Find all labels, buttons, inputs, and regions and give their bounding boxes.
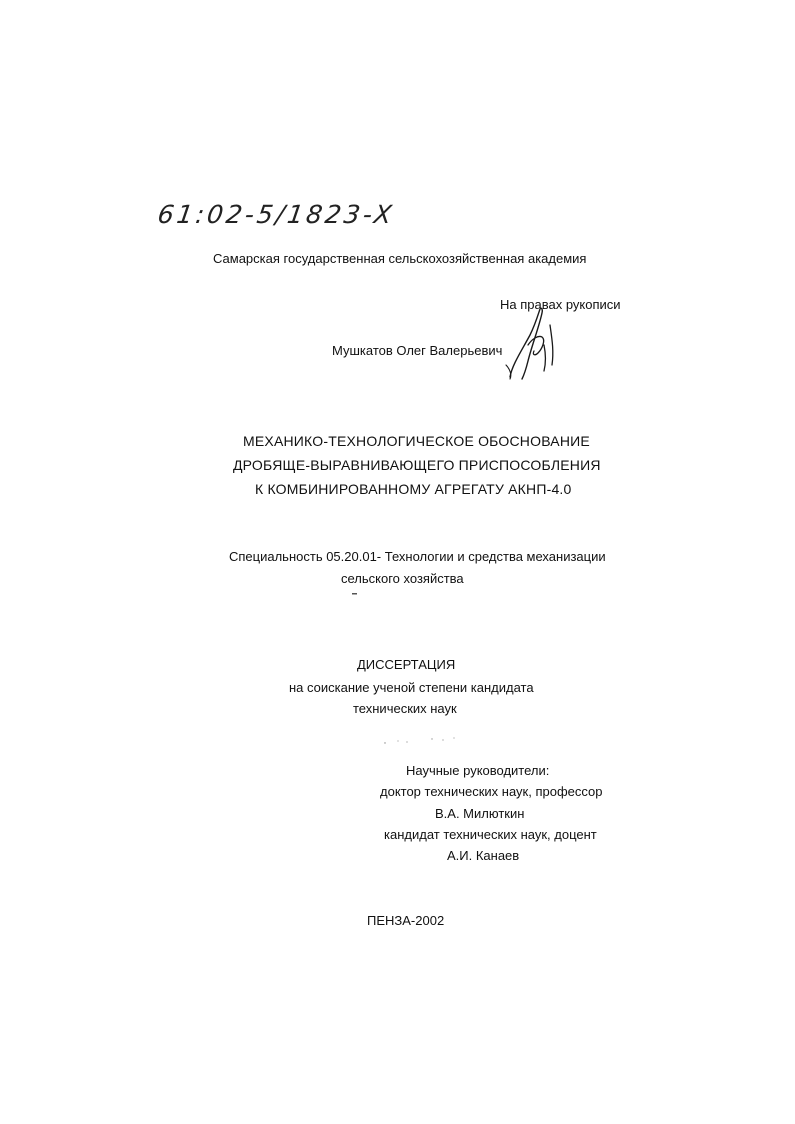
dissertation-degree-line-2: технических наук <box>353 701 457 716</box>
place-and-year: ПЕНЗА-2002 <box>367 913 445 928</box>
title-line-2: ДРОБЯЩЕ-ВЫРАВНИВАЮЩЕГО ПРИСПОСОБЛЕНИЯ <box>233 457 601 473</box>
dissertation-heading: ДИССЕРТАЦИЯ <box>357 657 456 672</box>
scan-speck <box>352 592 358 596</box>
author-signature <box>502 305 564 383</box>
manuscript-rights-label: На правах рукописи <box>500 297 621 312</box>
title-line-3: К КОМБИНИРОВАННОМУ АГРЕГАТУ АКНП-4.0 <box>255 481 572 497</box>
dissertation-degree-line-1: на соискание ученой степени кандидата <box>289 680 534 695</box>
specialty-line-2: сельского хозяйства <box>341 571 464 586</box>
title-line-1: МЕХАНИКО-ТЕХНОЛОГИЧЕСКОЕ ОБОСНОВАНИЕ <box>243 433 590 449</box>
institution-name: Самарская государственная сельскохозяйственная академия <box>213 251 587 266</box>
supervisor-2-name: А.И. Канаев <box>447 848 520 863</box>
supervisor-1-name: В.А. Милюткин <box>435 806 525 821</box>
scan-dots <box>380 735 460 747</box>
supervisors-heading: Научные руководители: <box>406 763 550 778</box>
author-name: Мушкатов Олег Валерьевич <box>332 343 503 358</box>
supervisor-1-degree: доктор технических наук, профессор <box>380 784 603 799</box>
handwritten-archive-number: 61:02-5/1823-X <box>155 200 397 229</box>
supervisor-2-degree: кандидат технических наук, доцент <box>384 827 597 842</box>
specialty-line-1: Специальность 05.20.01- Технологии и средства механизации <box>229 549 606 564</box>
